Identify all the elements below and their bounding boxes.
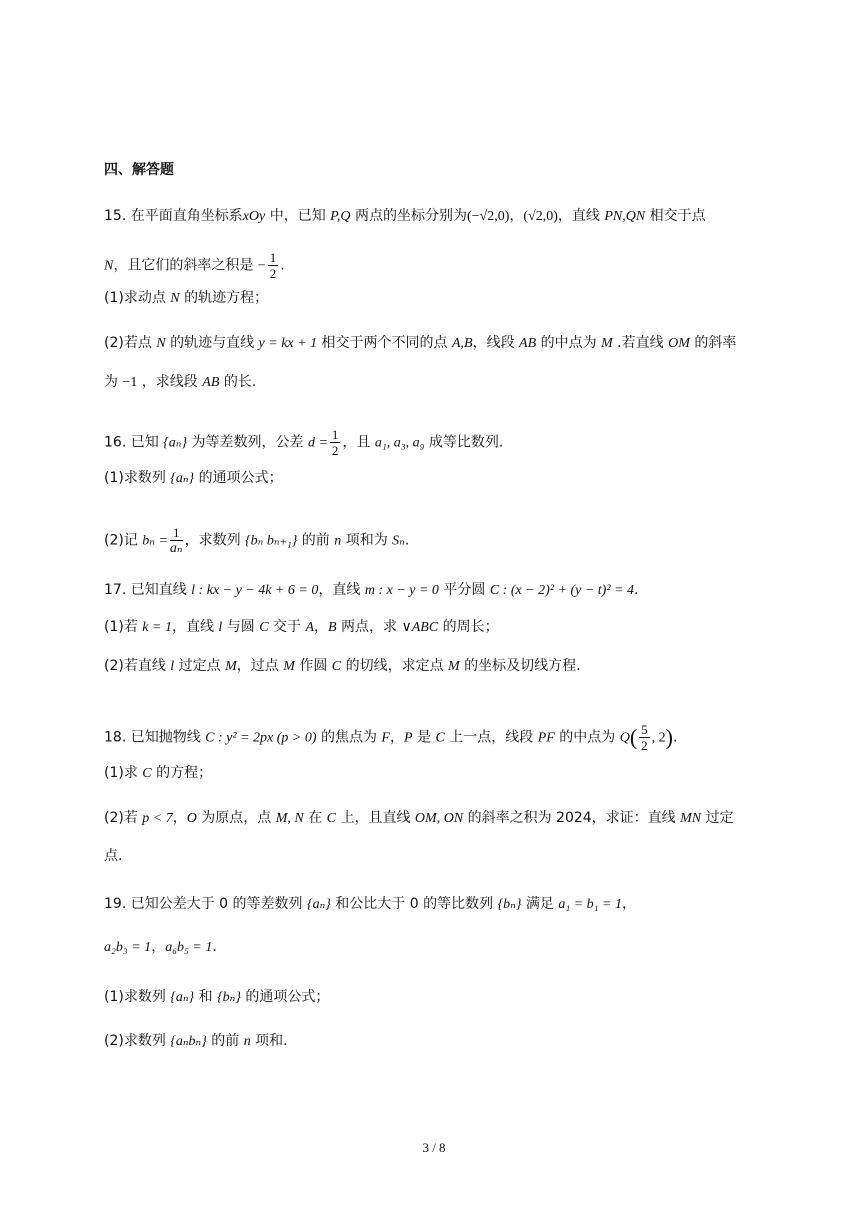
text: 的中点为: [554, 729, 620, 746]
math: m : x − y = 0: [364, 583, 439, 598]
math: −: [257, 258, 266, 274]
text: ，直线: [171, 619, 219, 635]
text: 平分圆: [438, 582, 490, 598]
text: (2)若直线: [104, 658, 171, 674]
text: 与圆: [222, 619, 260, 635]
text: 的焦点为: [316, 729, 382, 746]
text: (2)若: [104, 810, 143, 826]
text: 的周长；: [438, 619, 499, 635]
text: 为: [104, 374, 123, 390]
math: Sₙ: [392, 533, 405, 549]
math: O: [186, 811, 197, 826]
text: (1)若: [104, 619, 143, 635]
math: C: [142, 766, 152, 781]
fraction: [170, 525, 183, 556]
q16-part-1: [104, 468, 283, 489]
text: .: [673, 729, 678, 746]
text: (2)若点: [104, 335, 157, 351]
math: N: [170, 291, 180, 306]
math: F: [381, 730, 390, 746]
text: ，: [172, 810, 187, 826]
text: 交于: [268, 619, 306, 635]
math: B: [328, 620, 337, 635]
text: 过定: [701, 810, 734, 826]
math: l : kx − y − 4k + 6 = 0: [191, 583, 319, 598]
text: 15. 在平面直角坐标系: [104, 208, 243, 224]
text: 为原点，点: [196, 810, 276, 826]
math: M: [448, 659, 460, 674]
q19-line-1: [104, 894, 636, 915]
page-number: 3 / 8: [422, 1140, 446, 1155]
text: (2)求数列: [104, 1033, 171, 1049]
fraction-denominator: 2: [331, 443, 339, 458]
text: ，: [622, 896, 636, 912]
text: ，且: [342, 434, 375, 451]
q18-part-2: [104, 808, 734, 829]
text: (2)记: [104, 532, 143, 549]
fraction: [268, 250, 279, 281]
math: P: [403, 730, 413, 746]
fraction-numerator: 1: [269, 250, 277, 265]
text: ，线段: [472, 335, 520, 351]
fraction-numerator: 1: [170, 525, 183, 541]
math: AB: [202, 375, 220, 390]
text: 项和为: [341, 532, 393, 549]
math: xOy: [242, 209, 266, 224]
math: C : (x − 2)² + (y − t)² = 4: [489, 583, 634, 598]
q18-part-1: [104, 763, 212, 784]
q17-line-1: [104, 580, 638, 601]
math: M: [225, 659, 237, 674]
fraction-numerator: 1: [331, 427, 339, 442]
math: {aₙ}: [170, 990, 195, 1005]
math: {aₙ}: [170, 471, 195, 486]
text: 上，且直线: [336, 810, 415, 826]
text: 的斜率之积为 2024，求证：直线: [463, 810, 681, 826]
fraction: [639, 722, 650, 753]
text: (1)求动点: [104, 290, 171, 306]
math: a₁ = b₁ = 1: [558, 897, 622, 912]
fraction-denominator: 2: [641, 738, 648, 753]
text: .: [634, 582, 639, 598]
math: M, N: [275, 811, 304, 826]
math: A,B: [451, 336, 473, 351]
text: 项和.: [250, 1033, 288, 1049]
text: 和: [194, 989, 218, 1005]
text: 上一点，线段: [444, 729, 538, 746]
fraction-denominator: aₙ: [169, 541, 183, 556]
math: OM, ON: [414, 811, 464, 826]
fraction-numerator: 5: [641, 722, 648, 737]
math: (−√2,0): [466, 209, 510, 224]
q17-part-2: [104, 656, 581, 677]
math: PF: [537, 730, 555, 746]
text: 的坐标及切线方程.: [459, 658, 581, 674]
math: P,Q: [330, 209, 351, 224]
text: .若直线: [612, 335, 669, 351]
text: .: [404, 532, 410, 549]
text: 在: [303, 810, 327, 826]
math: (√2,0): [523, 209, 558, 224]
text: 的前: [206, 1033, 244, 1049]
math: −1: [122, 375, 138, 390]
q15-part-2: [104, 333, 736, 354]
math: C: [326, 811, 337, 826]
text: 作圆: [294, 658, 332, 674]
text: ，求线段: [137, 374, 203, 390]
math: C: [259, 620, 269, 635]
math: {bₙ}: [217, 990, 241, 1005]
math: k = 1: [142, 620, 172, 635]
math: , 2: [651, 730, 666, 746]
q17-part-1: [104, 617, 499, 638]
math: bₙ =: [142, 533, 168, 549]
q18-line-1: [104, 722, 677, 753]
q18-part-2-cont: [104, 846, 122, 866]
text: 16. 已知: [104, 434, 164, 451]
math: C: [331, 659, 342, 674]
math: n: [334, 533, 342, 549]
text: 相交于点: [645, 208, 706, 224]
text: 19. 已知公差大于 0 的等差数列: [104, 896, 307, 912]
text: 两点，求: [336, 619, 402, 635]
math: MN: [680, 811, 702, 826]
text: .: [212, 939, 217, 955]
math: a₆b₅ = 1: [165, 940, 213, 955]
math: ∨ABC: [401, 620, 439, 635]
q19-part-2: [104, 1031, 288, 1052]
q19-part-1: [104, 987, 329, 1008]
text: .: [280, 257, 285, 274]
text: 的切线，求定点: [341, 658, 449, 674]
text: 的通项公式；: [240, 989, 330, 1005]
q15-line-2: [104, 250, 285, 281]
text: 中，已知: [265, 208, 331, 224]
text: 是: [412, 729, 436, 746]
text: ，直线: [318, 582, 365, 598]
math: a₁, a₃, a₉: [374, 435, 425, 451]
q16-line-1: [104, 427, 503, 458]
text: 的中点为: [536, 335, 602, 351]
math: l: [218, 620, 223, 635]
math: {bₙ}: [497, 897, 522, 912]
text: 的方程；: [151, 765, 213, 781]
math: M: [601, 336, 613, 351]
text: 过定点: [174, 658, 226, 674]
fraction-denominator: 2: [269, 266, 277, 281]
q15-part-2-cont: [104, 372, 256, 393]
text: 的轨迹与直线: [165, 335, 259, 351]
text: 的斜率: [689, 335, 737, 351]
math: A: [305, 620, 315, 635]
text: ，求数列: [184, 532, 246, 549]
text: 的轨迹方程；: [179, 290, 269, 306]
left-paren: (: [629, 724, 638, 750]
q16-part-2: [104, 525, 409, 556]
text: 的通项公式；: [194, 470, 283, 486]
text: 为等差数列，公差: [187, 434, 308, 451]
text: 的长.: [219, 374, 257, 390]
text: 的前: [297, 532, 335, 549]
math: C: [435, 730, 445, 746]
math: {aₙ}: [163, 435, 188, 451]
math: Q: [619, 730, 630, 746]
math: {aₙbₙ}: [170, 1034, 207, 1049]
text: 成等比数列.: [424, 434, 504, 451]
math: N: [104, 258, 114, 274]
math: AB: [519, 336, 537, 351]
text: ，且它们的斜率之积是: [113, 257, 258, 274]
math: p < 7: [142, 811, 173, 826]
section-heading: 四、解答题: [104, 162, 174, 178]
text: ，: [314, 619, 329, 635]
text: 两点的坐标分别为: [350, 208, 467, 224]
text: (1)求: [104, 765, 143, 781]
math: OM: [668, 336, 690, 351]
text: ，过点: [236, 658, 284, 674]
math: {bₙ bₙ₊₁}: [245, 533, 298, 549]
text: ，直线: [557, 208, 605, 224]
right-paren: ): [665, 724, 673, 750]
text: 18. 已知抛物线: [104, 729, 206, 746]
text: ，: [151, 939, 166, 955]
math: a₂b₃ = 1: [104, 940, 152, 955]
text: (1)求数列: [104, 470, 171, 486]
math: l: [170, 659, 175, 674]
text: 17. 已知直线: [104, 582, 192, 598]
math: n: [243, 1034, 251, 1049]
q15-part-1: [104, 288, 268, 309]
text: (1)求数列: [104, 989, 171, 1005]
q15-line-1: [104, 206, 706, 227]
text: 相交于两个不同的点: [317, 335, 452, 351]
text: 满足: [521, 896, 559, 912]
text: ，: [389, 729, 404, 746]
q19-line-2: [104, 937, 217, 958]
fraction: [330, 427, 341, 458]
math: d =: [307, 435, 328, 451]
text: 和公比大于 0 的等比数列: [330, 896, 498, 912]
math: PN,QN: [604, 209, 646, 224]
math: M: [283, 659, 295, 674]
math: C : y² = 2px (p > 0): [205, 730, 317, 746]
math: {aₙ}: [306, 897, 331, 912]
math: N: [156, 336, 166, 351]
text: ，: [509, 208, 524, 224]
math: y = kx + 1: [258, 336, 318, 351]
text: 点.: [104, 848, 123, 864]
